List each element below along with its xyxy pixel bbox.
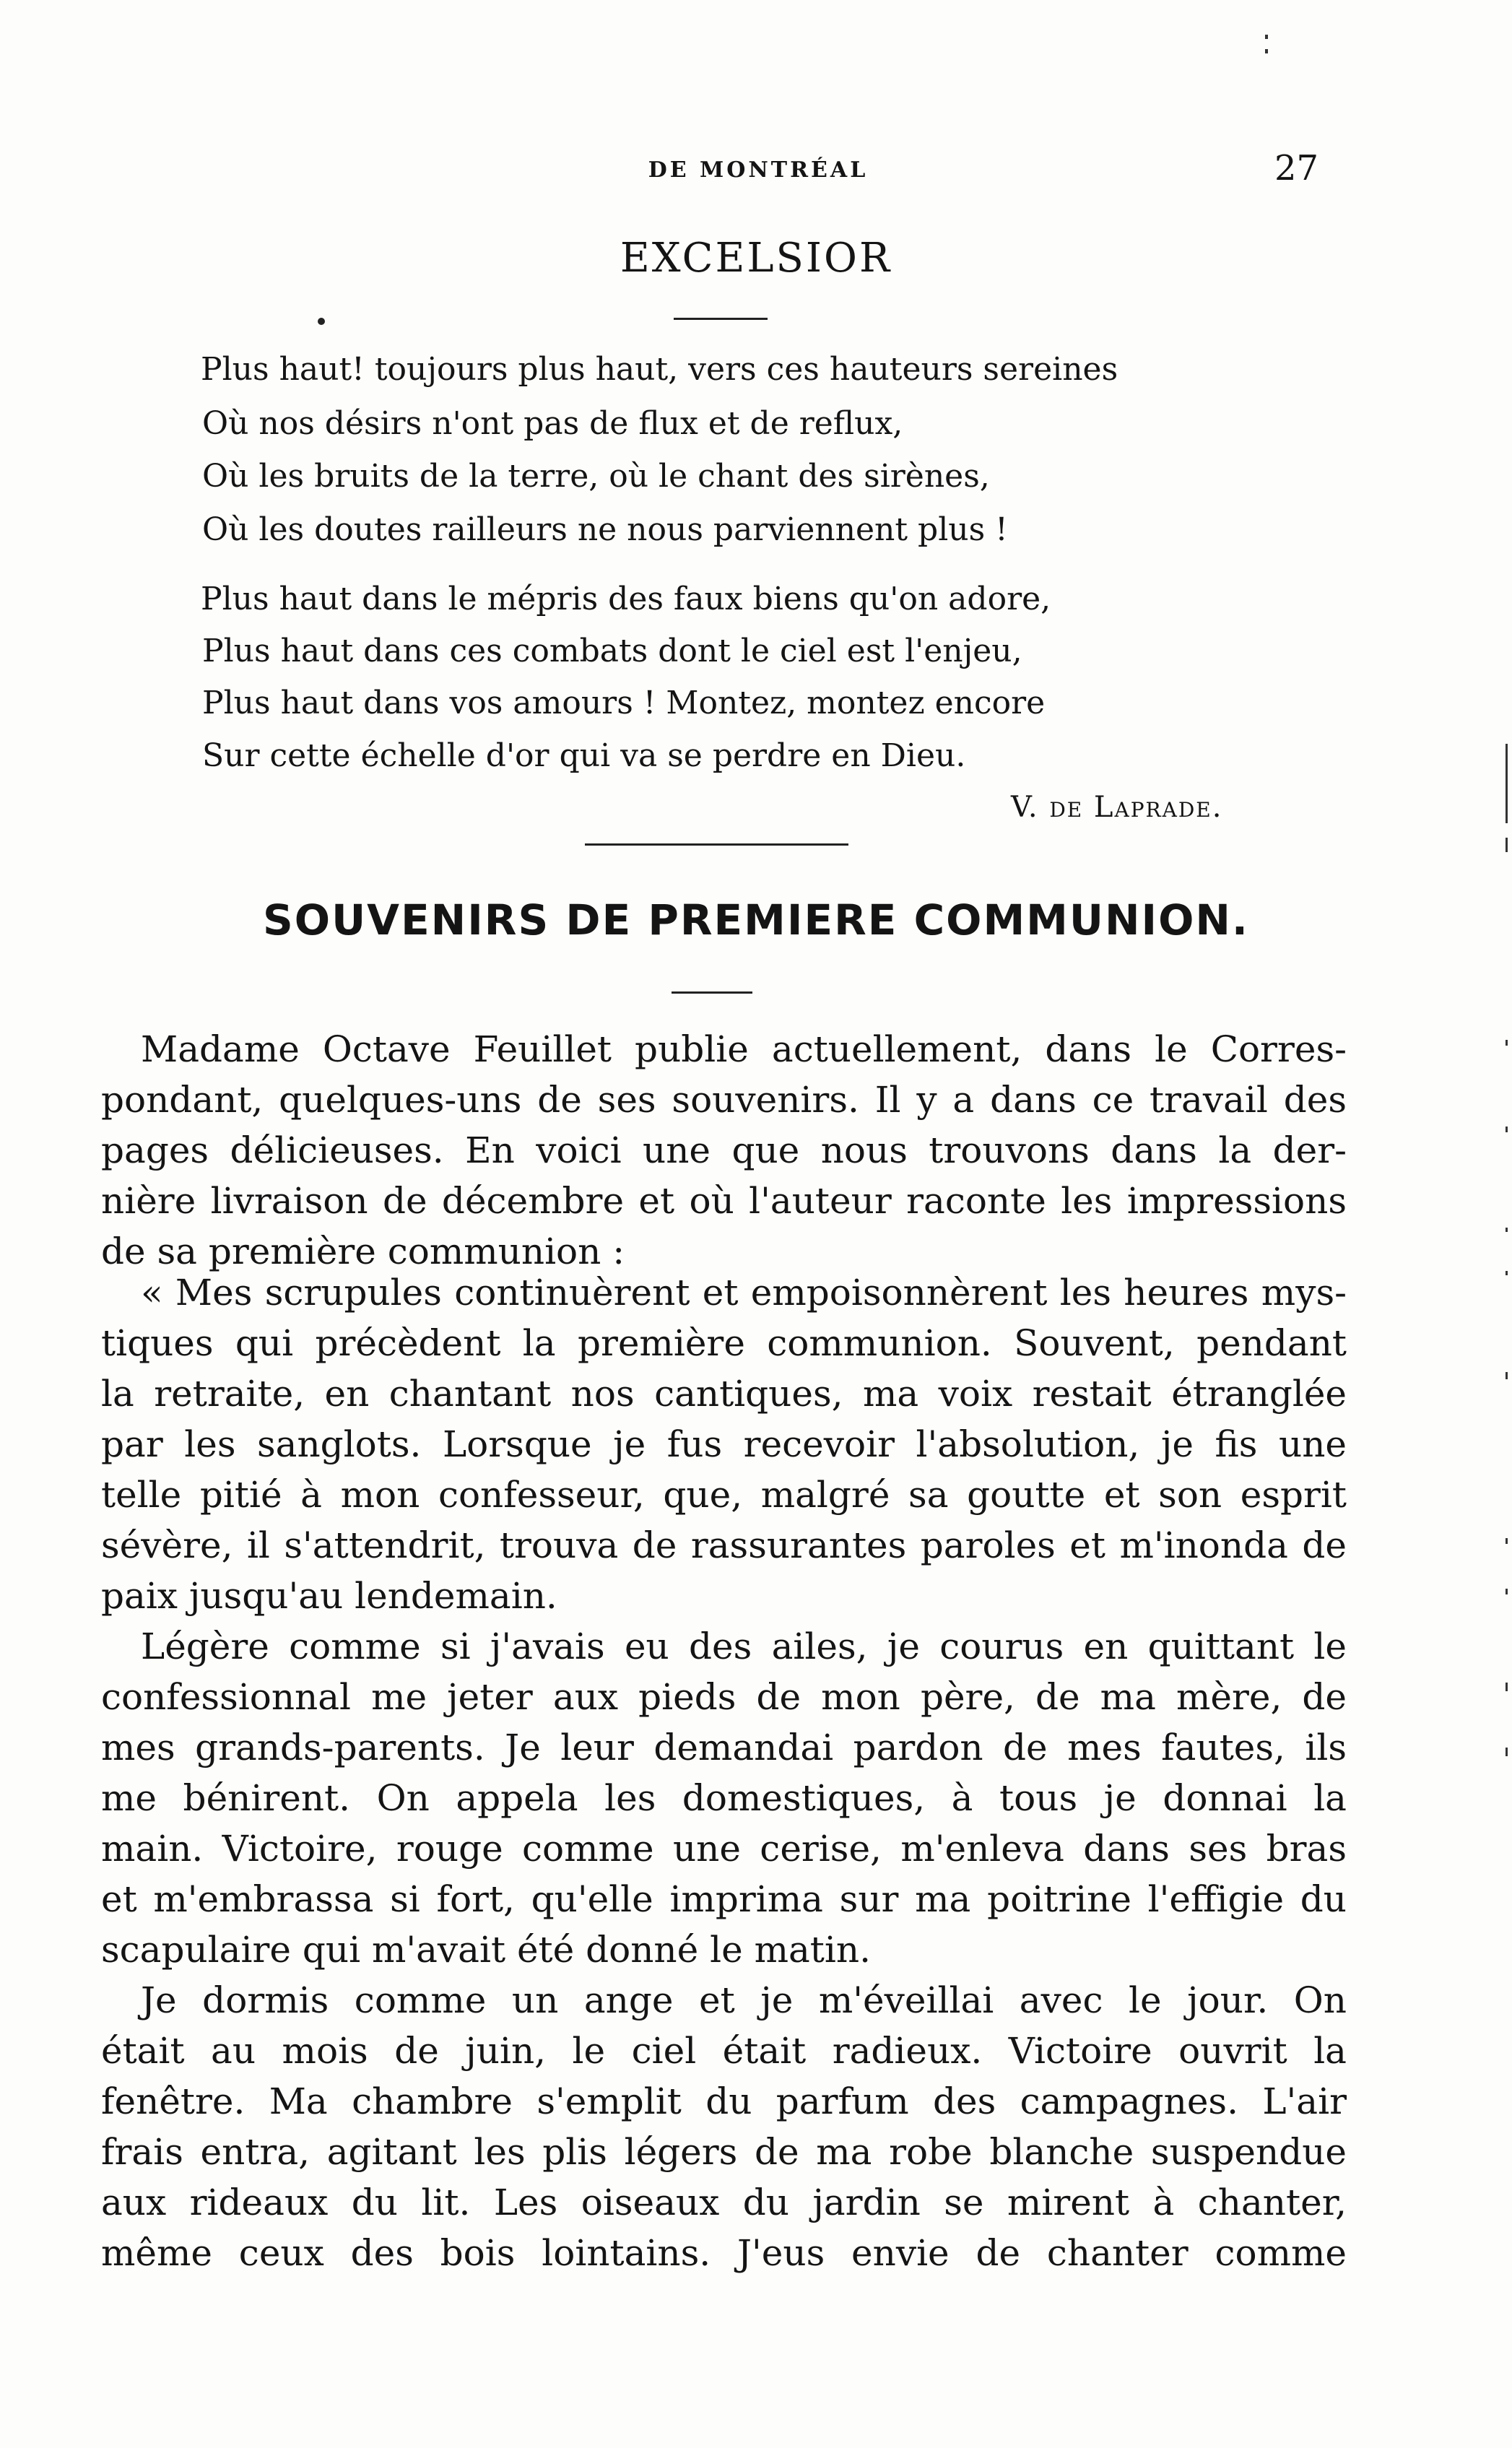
text-line: aux rideaux du lit. Les oiseaux du jardin se mirent à chanter,	[101, 2182, 1347, 2223]
poem-line: Où les doutes railleurs ne nous parviennent plus !	[202, 511, 1008, 548]
scan-mark	[1506, 744, 1508, 823]
ornament-dot	[318, 318, 325, 325]
title-rule	[674, 318, 768, 320]
article-title: SOUVENIRS DE PREMIERE COMMUNION.	[263, 895, 1249, 945]
article-paragraph	[101, 1975, 1347, 2278]
text-line: sévère, il s'attendrit, trouva de rassurantes paroles et m'inonda de	[101, 1524, 1347, 1566]
scan-mark	[1506, 1271, 1508, 1275]
text-line: la retraite, en chantant nos cantiques, ma voix restait étranglée	[101, 1373, 1347, 1415]
text-line: « Mes scrupules continuèrent et empoisonnèrent les heures mys-	[141, 1272, 1347, 1314]
poem-line: Où nos désirs n'ont pas de flux et de reflux,	[202, 405, 903, 442]
text-line: mes grands-parents. Je leur demandai pardon de mes fautes, ils	[101, 1727, 1347, 1768]
scan-mark	[1506, 1538, 1508, 1544]
scan-mark	[1506, 1748, 1508, 1756]
text-line: tiques qui précèdent la première communion. Souvent, pendant	[101, 1322, 1347, 1364]
text-line: paix jusqu'au lendemain.	[101, 1575, 557, 1617]
text-line: Madame Octave Feuillet publie actuellement, dans le Corres-	[141, 1028, 1347, 1070]
scan-mark	[1506, 1127, 1508, 1132]
text-line: frais entra, agitant les plis légers de ma robe blanche suspendue	[101, 2131, 1347, 2173]
article-paragraph	[101, 1621, 1347, 1975]
running-head: DE MONTRÉAL	[648, 157, 869, 183]
text-line: fenêtre. Ma chambre s'emplit du parfum des campagnes. L'air	[101, 2080, 1347, 2122]
text-line: Je dormis comme un ange et je m'éveillai avec le jour. On	[141, 1979, 1347, 2021]
scan-mark	[1506, 1589, 1508, 1594]
poem-line: Plus haut dans ces combats dont le ciel est l'enjeu,	[202, 633, 1022, 669]
scan-mark	[1506, 1683, 1508, 1691]
scan-mark	[1506, 1372, 1508, 1379]
text-line: nière livraison de décembre et où l'auteur raconte les impressions	[101, 1180, 1347, 1222]
text-line: main. Victoire, rouge comme une cerise, m'enleva dans ses bras	[101, 1828, 1347, 1870]
scan-mark	[1506, 1228, 1508, 1232]
article-paragraph	[101, 1267, 1347, 1621]
title-rule	[672, 991, 752, 994]
poem-line: Plus haut dans le mépris des faux biens qu'on adore,	[201, 581, 1051, 617]
text-line: scapulaire qui m'avait été donné le matin.	[101, 1929, 871, 1971]
section-rule	[585, 843, 848, 846]
text-line: confessionnal me jeter aux pieds de mon père, de ma mère, de	[101, 1676, 1347, 1718]
scan-mark	[1506, 838, 1508, 852]
poem-line: Sur cette échelle d'or qui va se perdre en Dieu.	[202, 737, 966, 774]
text-line: pondant, quelques-uns de ses souvenirs. Il y a dans ce travail des	[101, 1079, 1347, 1121]
poem-line: Plus haut! toujours plus haut, vers ces hauteurs sereines	[201, 351, 1118, 388]
text-line: Légère comme si j'avais eu des ailes, je courus en quittant le	[141, 1626, 1347, 1667]
poem-title: EXCELSIOR	[620, 235, 892, 282]
text-line: de sa première communion :	[101, 1230, 625, 1272]
poem-line: Où les bruits de la terre, où le chant des sirènes,	[202, 458, 990, 495]
text-line: par les sanglots. Lorsque je fus recevoir l'absolution, je fis une	[101, 1423, 1347, 1465]
scan-mark	[1265, 35, 1268, 39]
poem-line: Plus haut dans vos amours ! Montez, montez encore	[202, 685, 1046, 721]
text-line: telle pitié à mon confesseur, que, malgré sa goutte et son esprit	[101, 1474, 1347, 1516]
article-paragraph	[101, 1024, 1347, 1277]
scan-mark	[1265, 49, 1268, 53]
page-number: 27	[1274, 148, 1319, 188]
scan-mark	[1506, 1040, 1508, 1046]
text-line: me bénirent. On appela les domestiques, à tous je donnai la	[101, 1777, 1347, 1819]
poem-author: V. de Laprade.	[1011, 791, 1223, 824]
text-line: même ceux des bois lointains. J'eus envie de chanter comme	[101, 2232, 1347, 2274]
text-line: et m'embrassa si fort, qu'elle imprima sur ma poitrine l'effigie du	[101, 1878, 1347, 1920]
text-line: était au mois de juin, le ciel était radieux. Victoire ouvrit la	[101, 2030, 1347, 2072]
text-line: pages délicieuses. En voici une que nous trouvons dans la der-	[101, 1129, 1347, 1171]
